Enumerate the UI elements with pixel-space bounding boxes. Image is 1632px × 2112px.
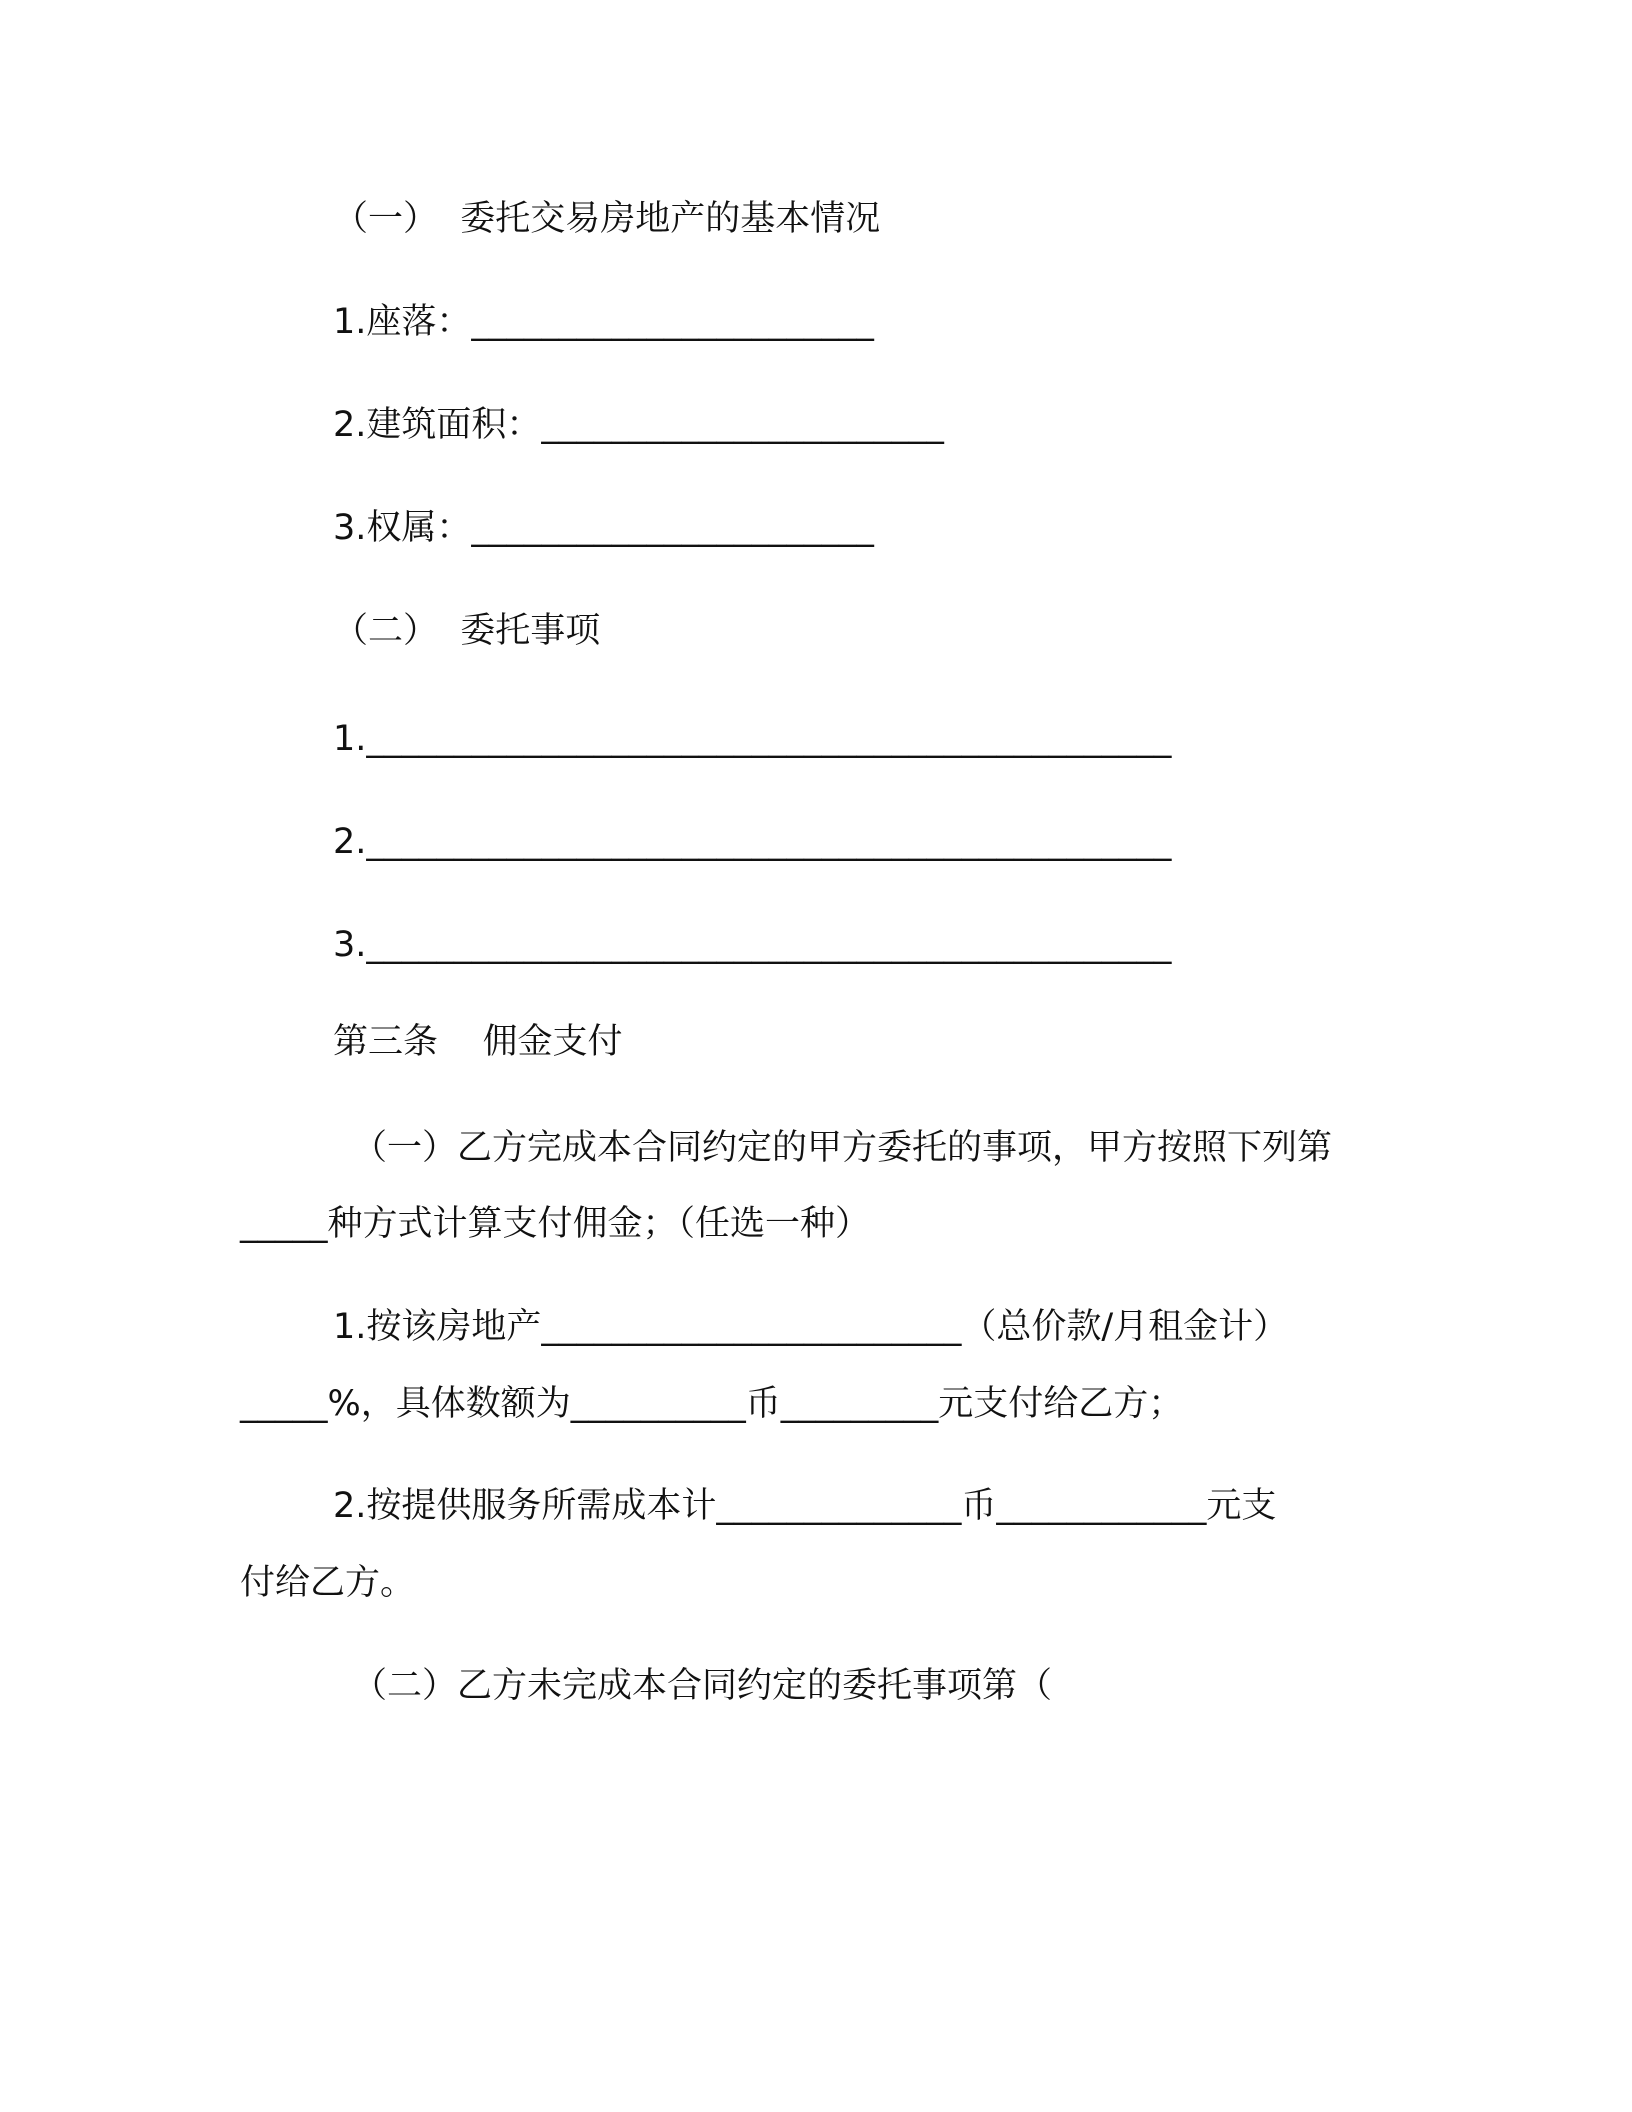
entrusted-item-2: 2.______________________________________________ bbox=[333, 822, 1172, 862]
method-2-line-1: 2.按提供服务所需成本计______________币____________元支 bbox=[333, 1486, 1277, 1526]
method-2-line-2: 付给乙方。 bbox=[240, 1563, 416, 1603]
article-three-heading: 第三条 佣金支付 bbox=[333, 1022, 623, 1062]
field-building-area: 2.建筑面积：_______________________ bbox=[333, 405, 944, 445]
section-heading-entrusted-matters: （二） 委托事项 bbox=[333, 611, 601, 651]
paragraph-commission-2: （二）乙方未完成本合同约定的委托事项第（ bbox=[352, 1666, 1053, 1706]
paragraph-commission-1: （一）乙方完成本合同约定的甲方委托的事项，甲方按照下列第 bbox=[352, 1128, 1333, 1168]
entrusted-item-3: 3.______________________________________________ bbox=[333, 925, 1172, 965]
method-1-line-2: _____%，具体数额为__________币_________元支付给乙方； bbox=[240, 1384, 1184, 1424]
method-1-line-1: 1.按该房地产________________________（总价款/月租金计） bbox=[333, 1307, 1289, 1347]
field-ownership: 3.权属：_______________________ bbox=[333, 508, 874, 548]
entrusted-item-1: 1.______________________________________________ bbox=[333, 719, 1172, 759]
paragraph-commission-1-cont: _____种方式计算支付佣金；（任选一种） bbox=[240, 1204, 871, 1244]
field-location: 1.座落：_______________________ bbox=[333, 302, 874, 342]
section-heading-basic-info: （一） 委托交易房地产的基本情况 bbox=[333, 199, 881, 239]
